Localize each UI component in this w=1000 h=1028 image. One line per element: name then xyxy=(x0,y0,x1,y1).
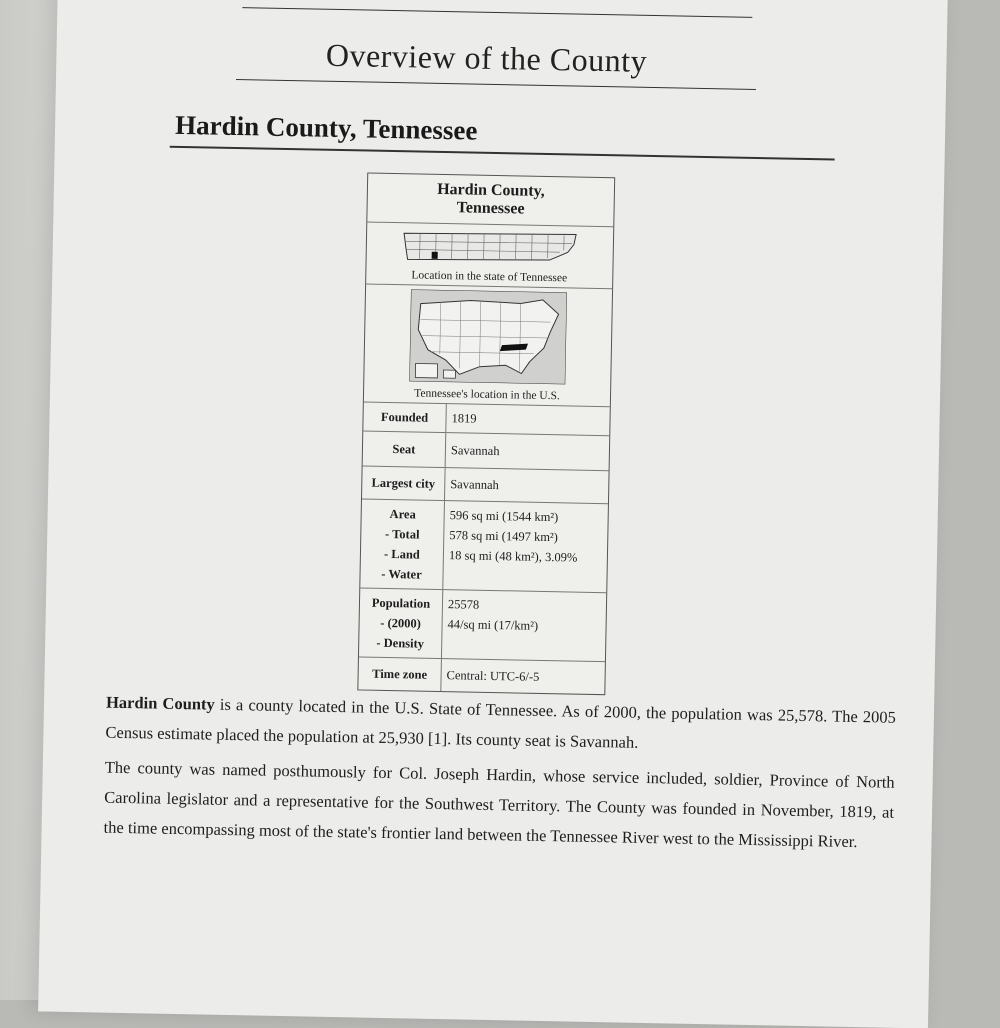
map2-caption: Tennessee's location in the U.S. xyxy=(414,387,560,403)
page-content xyxy=(38,0,948,1028)
infobox-row-area xyxy=(360,499,608,593)
county-heading: Hardin County, Tennessee xyxy=(174,109,478,146)
area-total-value: 596 sq mi (1544 km²) xyxy=(449,508,559,525)
intro-text: is a county located in the U.S. State of Tennessee. As of 2000, the population was 25,578. The 2005 Census estimate placed the population at 25,930 [1]. Its county seat is Savannah. xyxy=(105,694,897,752)
infobox-title-line2: Tennessee xyxy=(456,199,525,218)
largest-city-value: Savannah xyxy=(450,477,500,493)
area-land-value: 578 sq mi (1497 km²) xyxy=(449,528,559,545)
population-year-label: - (2000) xyxy=(380,615,422,631)
seat-label: Seat xyxy=(363,431,447,467)
density-value: 44/sq mi (17/km²) xyxy=(447,617,539,633)
area-land-label: - Land xyxy=(383,546,420,562)
area-water-value: 18 sq mi (48 km²), 3.09% xyxy=(448,548,578,565)
header-top-rule xyxy=(242,7,752,18)
founded-label: Founded xyxy=(363,403,447,433)
tennessee-map-image xyxy=(400,227,581,266)
infobox-row-population xyxy=(359,588,606,662)
history-paragraph: The county was named posthumously for Col. Joseph Hardin, whose service included, soldier, Province of North Carolina legislator and a representative for the Southwest Territory. The County was founded in November, 1819, at the time encompassing most of the state's frontier land between the Tennessee River west to the Mississippi River. xyxy=(103,757,895,852)
infobox-row-largest-city xyxy=(362,466,609,504)
header-bottom-rule xyxy=(236,79,756,90)
intro-bold-name: Hardin County xyxy=(105,692,215,714)
area-values xyxy=(443,501,608,592)
intro-paragraph xyxy=(105,688,896,763)
timezone-label: Time zone xyxy=(358,657,442,691)
county-infobox xyxy=(357,173,615,696)
timezone-value: Central: UTC-6/-5 xyxy=(446,668,540,684)
us-map-image xyxy=(409,289,567,384)
tennessee-locator-map xyxy=(366,223,613,290)
book-page xyxy=(38,0,948,1028)
population-value: 25578 xyxy=(447,597,480,612)
seat-value: Savannah xyxy=(450,443,500,459)
heading-rule xyxy=(170,146,835,160)
founded-value: 1819 xyxy=(451,411,477,426)
population-values xyxy=(442,590,606,661)
largest-city-label: Largest city xyxy=(362,466,446,500)
density-label: - Density xyxy=(376,635,425,651)
us-locator-map xyxy=(364,285,612,408)
infobox-row-founded xyxy=(363,403,610,437)
hardin-county-marker xyxy=(432,252,438,259)
area-water-label: - Water xyxy=(381,566,422,582)
area-total-label: - Total xyxy=(384,526,420,542)
infobox-row-timezone xyxy=(358,657,605,694)
map1-caption: Location in the state of Tennessee xyxy=(411,269,568,285)
infobox-title xyxy=(367,174,614,228)
area-labels xyxy=(360,499,445,589)
population-labels xyxy=(359,588,443,658)
infobox-title-line1: Hardin County, xyxy=(436,180,545,200)
population-label: Population xyxy=(371,595,431,611)
infobox-row-seat xyxy=(363,431,610,471)
page-title: Overview of the County xyxy=(325,36,648,79)
area-label: Area xyxy=(389,507,416,522)
